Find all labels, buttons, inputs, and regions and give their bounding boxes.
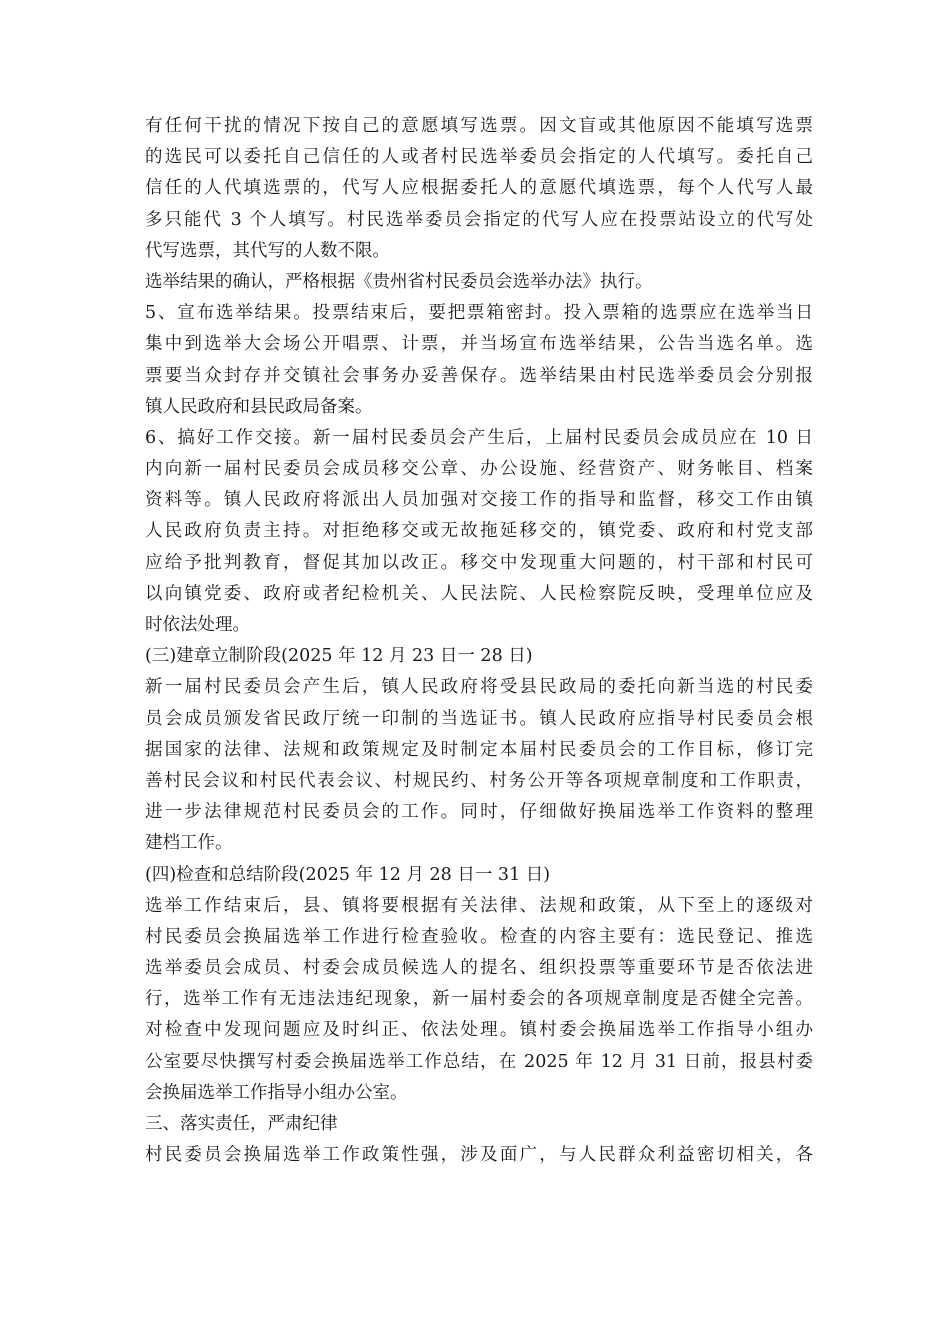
text-line: 选举委员会成员、村委会成员候选人的提名、组织投票等重要环节是否依法进 [145,958,813,979]
document-body [145,111,813,1171]
text-line: 善村民会议和村民代表会议、村规民约、村务公开等各项规章制度和工作职责， [145,770,813,791]
text-line: 据国家的法律、法规和政策规定及时制定本届村民委员会的工作目标，修订完 [145,739,813,760]
text-line: 5、宣布选举结果。投票结束后，要把票箱密封。投入票箱的选票应在选举当日 [145,303,813,324]
text-line: 村民委员会换届选举工作进行检查验收。检查的内容主要有：选民登记、推选 [145,926,813,947]
text-line: 新一届村民委员会产生后，镇人民政府将受县民政局的委托向新当选的村民委 [145,677,813,698]
text-line: 选举结果的确认，严格根据《贵州省村民委员会选举办法》执行。 [145,271,653,292]
text-line: 人民政府负责主持。对拒绝移交或无故拖延移交的，镇党委、政府和村党支部 [145,521,813,542]
text-line: 建档工作。 [145,833,233,854]
text-line: 对检查中发现问题应及时纠正、依法处理。镇村委会换届选举工作指导小组办 [145,1020,813,1041]
text-line: 应给予批判教育，督促其加以改正。移交中发现重大问题的，村干部和村民可 [145,552,813,573]
text-line: 镇人民政府和县民政局备案。 [145,396,373,417]
text-line: (三)建章立制阶段(2025 年 12 月 23 日一 28 日) [145,646,533,667]
text-line: 集中到选举大会场公开唱票、计票，并当场宣布选举结果，公告当选名单。选 [145,334,813,355]
text-line: 村民委员会换届选举工作政策性强，涉及面广，与人民群众利益密切相关，各 [145,1145,813,1166]
text-line: 多只能代 3 个人填写。村民选举委员会指定的代写人应在投票站设立的代写处 [145,209,813,230]
text-line: 选举工作结束后，县、镇将要根据有关法律、法规和政策，从下至上的逐级对 [145,895,813,916]
text-line: 会换届选举工作指导小组办公室。 [145,1082,408,1103]
text-line: 代写选票，其代写的人数不限。 [145,240,390,261]
text-line: 资料等。镇人民政府将派出人员加强对交接工作的指导和监督，移交工作由镇 [145,490,813,511]
text-line: 票要当众封存并交镇社会事务办妥善保存。选举结果由村民选举委员会分别报 [145,365,813,386]
text-line: 三、落实责任，严肃纪律 [145,1114,338,1134]
text-line: 行，选举工作有无违法违纪现象，新一届村委会的各项规章制度是否健全完善。 [145,989,813,1010]
text-line: (四)检查和总结阶段(2025 年 12 月 28 日一 31 日) [145,864,551,885]
text-line: 以向镇党委、政府或者纪检机关、人民法院、人民检察院反映，受理单位应及 [145,583,813,604]
text-line: 的选民可以委托自己信任的人或者村民选举委员会指定的人代填写。委托自己 [145,147,813,168]
text-line: 有任何干扰的情况下按自己的意愿填写选票。因文盲或其他原因不能填写选票 [145,116,813,136]
text-line: 内向新一届村民委员会成员移交公章、办公设施、经营资产、财务帐目、档案 [145,459,813,480]
text-line: 员会成员颁发省民政厅统一印制的当选证书。镇人民政府应指导村民委员会根 [145,708,813,729]
text-line: 公室要尽快撰写村委会换届选举工作总结，在 2025 年 12 月 31 日前，报县村委 [145,1051,813,1072]
text-line: 时依法处理。 [145,615,250,635]
text-line: 信任的人代填选票的，代写人应根据委托人的意愿代填选票，每个人代写人最 [145,178,813,199]
text-line: 6、搞好工作交接。新一届村民委员会产生后，上届村民委员会成员应在 10 日 [145,427,813,448]
text-line: 进一步法律规范村民委员会的工作。同时，仔细做好换届选举工作资料的整理 [145,802,813,823]
